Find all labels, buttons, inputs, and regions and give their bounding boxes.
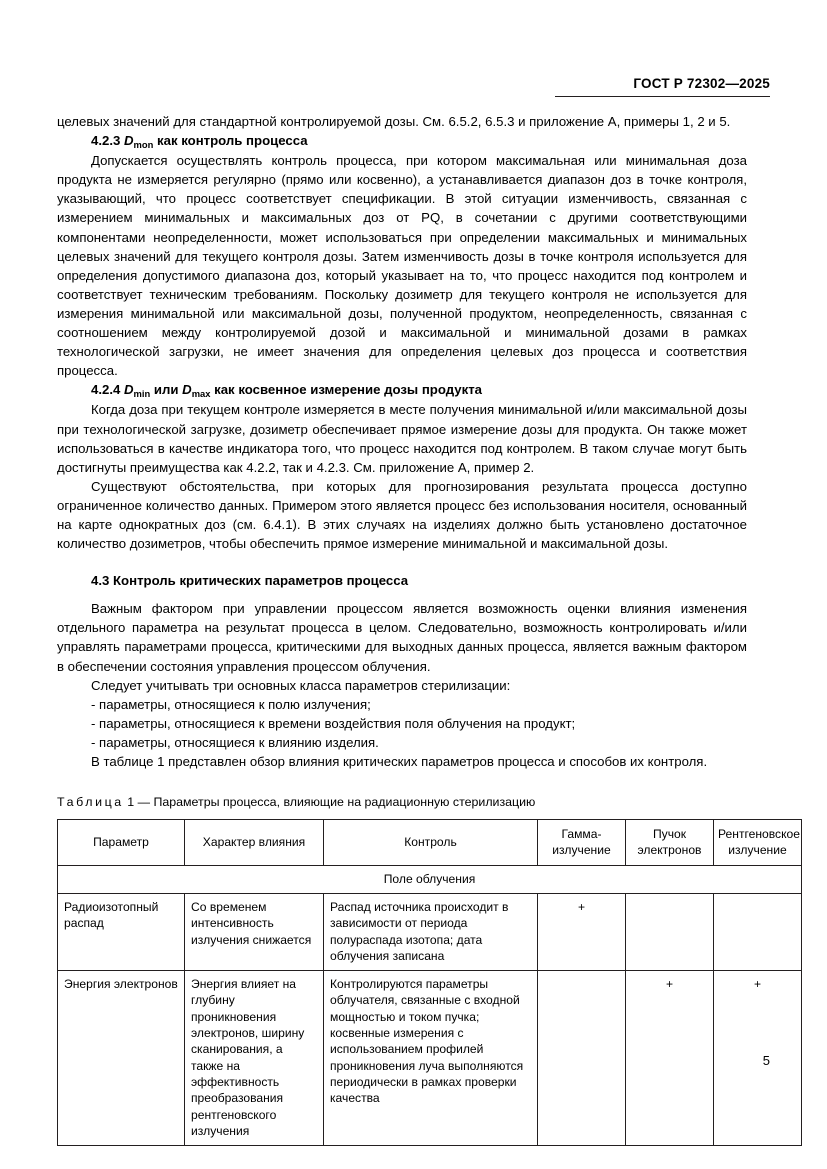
heading-4-2-4-symbol-max: D: [182, 382, 192, 398]
parameter-class-list: [57, 695, 747, 752]
heading-4-2-4-rest: как косвенное измерение дозы продукта: [214, 382, 482, 398]
heading-4-3: 4.3 Контроль критических параметров процесса: [91, 573, 409, 589]
column-header-effect: Характер влияния: [185, 820, 324, 866]
cell-parameter: Энергия электронов: [58, 971, 185, 1146]
process-parameters-table: [57, 819, 802, 1146]
heading-4-2-4-subscript-max: max: [191, 388, 211, 400]
cell-control: Контролируются параметры облучателя, связанные с входной мощностью и током пучка; косвенные измерения с использованием профилей проникновения луча выполняются периодически в рамках проверки качества: [324, 971, 538, 1146]
heading-4-2-4: [57, 380, 747, 400]
heading-4-2-4-conjunction: или: [153, 382, 179, 398]
table-section-row: [58, 865, 802, 893]
paragraph-4-2-3: Допускается осуществлять контроль процесса, при котором максимальная или минимальная доза продукта не измеряется регулярно (прямо или косвенно), а устанавливается диапазон доз в точке контроля, указывающий, что процесс соответствует спецификации. В этой ситуации изменчивость, связанная с измерением минимальных и максимальных доз от PQ, в сочетании с другими соответствующими компонентами неопределенности, может использоваться при определении максимальных и минимальных целевых значений для текущего контроля дозы. Затем изменчивость дозы в точке контроля используется для определения допустимого диапазона доз, который указывает на то, что процесс находится под контролем и соответствует техническим требованиям. Поскольку дозиметр для текущего контроля не используется для измерения минимальной или максимальной дозы, полученной продуктом, неопределенность, связанная с соотношением между контролируемой дозой и максимальной и минимальной дозами в рамках технологической загрузки, не имеет значения для определения целевых доз процесса и соответствия процесса.: [57, 153, 747, 379]
spacer: [57, 590, 747, 599]
paragraph-4-3-a: Важным фактором при управлении процессом является возможность оценки влияния изменения отдельного параметра на результат процесса в целом. Следовательно, возможность контролировать и/или управлять параметрами процесса, критическими для выходных данных процесса, является важным фактором в обеспечении состояния управления процессом облучения.: [57, 601, 747, 674]
cell-effect: Энергия влияет на глубину проникновения электронов, ширину сканирования, а также на эффективность преобразования рентгеновского излучения: [185, 971, 324, 1146]
column-header-xray: Рентгеновское излучение: [714, 820, 802, 866]
cell-xray-mark: [714, 893, 802, 970]
cell-ebeam-mark: [626, 893, 714, 970]
column-header-gamma: Гамма-излучение: [538, 820, 626, 866]
table-header-row: [58, 820, 802, 866]
list-item: - параметры, относящиеся к времени воздействия поля облучения на продукт;: [91, 715, 576, 731]
table-row: [58, 971, 802, 1146]
table-body: [58, 865, 802, 1145]
cell-control: Распад источника происходит в зависимости от периода полураспада изотопа; дата облучения записана: [324, 893, 538, 970]
spacer: [57, 553, 747, 571]
paragraph-4-3-b: Следует учитывать три основных класса параметров стерилизации:: [91, 677, 511, 693]
spacer: [57, 771, 747, 793]
cell-parameter: Радиоизотопный распад: [58, 893, 185, 970]
cell-gamma-mark: +: [538, 893, 626, 970]
table-caption-text: Параметры процесса, влияющие на радиационную стерилизацию: [153, 795, 536, 810]
heading-4-2-4-number: 4.2.4: [91, 382, 121, 398]
column-header-control: Контроль: [324, 820, 538, 866]
cell-gamma-mark: [538, 971, 626, 1146]
table-row: [58, 893, 802, 970]
list-item: - параметры, относящиеся к полю излучения;: [91, 696, 371, 712]
table-caption-number: 1: [127, 795, 135, 810]
heading-4-2-3-symbol: D: [124, 133, 134, 149]
page-content: [57, 112, 800, 1146]
heading-4-2-4-subscript-min: min: [133, 388, 151, 400]
cell-xray-mark: +: [714, 971, 802, 1146]
table-caption-dash: —: [137, 795, 150, 810]
cell-effect: Со временем интенсивность излучения снижается: [185, 893, 324, 970]
paragraph-4-2-4-a: Когда доза при текущем контроле измеряется в месте получения минимальной и/или максимальной дозы при технологической загрузке, дозиметр обеспечивает прямое измерение дозы для продукта. Он также может использоваться в качестве индикатора того, что процесс находится под контролем. В таком случае могут быть достигнуты преимущества как 4.2.2, так и 4.2.3. См. приложение А, пример 2.: [57, 402, 747, 475]
cell-ebeam-mark: +: [626, 971, 714, 1146]
heading-4-2-3-subscript: mon: [133, 139, 154, 151]
section-row-label: Поле облучения: [58, 865, 802, 893]
paragraph-intro: целевых значений для стандартной контролируемой дозы. См. 6.5.2, 6.5.3 и приложение А, примеры 1, 2 и 5.: [57, 114, 731, 129]
heading-4-2-3: [57, 131, 747, 151]
list-item: - параметры, относящиеся к влиянию изделия.: [91, 734, 379, 750]
column-header-ebeam: Пучок электронов: [626, 820, 714, 866]
header-rule: [555, 96, 770, 97]
standard-number: ГОСТ Р 72302—2025: [633, 76, 770, 91]
table-caption-word: Таблица: [57, 795, 124, 810]
table-head: [58, 820, 802, 866]
page-number: 5: [762, 1053, 770, 1068]
table-caption: [57, 793, 747, 811]
page-header: [57, 76, 770, 98]
paragraph-4-2-4-b: Существуют обстоятельства, при которых для прогнозирования результата процесса доступно ограниченное количество данных. Примером этого является процесс без использования носителя, основанный на карте однократных доз (см. 6.4.1). В этих случаях на изделиях должно быть установлено достаточное количество дозиметров, чтобы обеспечить прямое измерение минимальной и максимальной дозы.: [57, 478, 747, 552]
column-header-parameter: Параметр: [58, 820, 185, 866]
heading-4-2-4-symbol-min: D: [124, 382, 134, 398]
paragraph-4-3-c: В таблице 1 представлен обзор влияния критических параметров процесса и способов их контроля.: [91, 754, 708, 769]
heading-4-2-3-rest: как контроль процесса: [157, 133, 308, 149]
heading-4-2-3-number: 4.2.3: [91, 133, 121, 149]
